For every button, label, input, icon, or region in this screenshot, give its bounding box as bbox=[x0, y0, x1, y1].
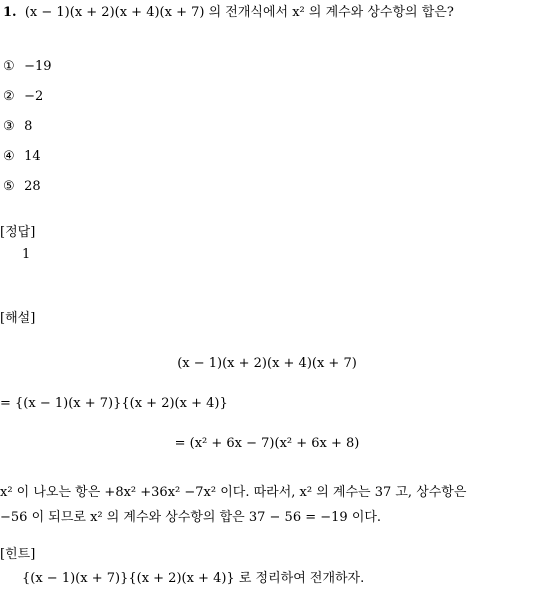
choice-5 bbox=[3, 179, 41, 195]
choice-4-mark: ④ bbox=[3, 149, 15, 164]
explanation-paragraph-2: −56 이 되므로 x² 의 계수와 상수항의 합은 37 − 56 = −19 이다. bbox=[0, 510, 382, 525]
choice-2-mark: ② bbox=[3, 89, 15, 104]
question-line bbox=[3, 5, 454, 21]
choice-1-text: −19 bbox=[24, 59, 52, 74]
choice-2 bbox=[3, 89, 43, 105]
equation-3: = (x² + 6x − 7)(x² + 6x + 8) bbox=[174, 436, 360, 451]
choice-5-text: 28 bbox=[24, 179, 41, 194]
hint-heading: [힌트] bbox=[0, 547, 36, 562]
explanation-paragraph-1: x² 이 나오는 항은 +8x² +36x² −7x² 이다. 따라서, x² 의 계수는 37 고, 상수항은 bbox=[0, 485, 467, 500]
equation-1: (x − 1)(x + 2)(x + 4)(x + 7) bbox=[177, 356, 357, 371]
choice-4-text: 14 bbox=[24, 149, 41, 164]
choice-3-mark: ③ bbox=[3, 119, 15, 134]
choice-5-mark: ⑤ bbox=[3, 179, 15, 194]
choice-3 bbox=[3, 119, 32, 135]
hint-text: {(x − 1)(x + 7)}{(x + 2)(x + 4)} 로 정리하여 전개하자. bbox=[22, 571, 365, 586]
choice-1-mark: ① bbox=[3, 59, 15, 74]
choice-2-text: −2 bbox=[24, 89, 44, 104]
choice-4 bbox=[3, 149, 41, 165]
explanation-heading: [해설] bbox=[0, 311, 36, 326]
question-text: (x − 1)(x + 2)(x + 4)(x + 7) 의 전개식에서 x² 의 계수와 상수항의 합은? bbox=[24, 5, 454, 20]
question-number: 1. bbox=[3, 5, 17, 20]
choice-3-text: 8 bbox=[24, 119, 33, 134]
choice-1 bbox=[3, 59, 52, 75]
answer-heading: [정답] bbox=[0, 225, 36, 240]
equation-2: = {(x − 1)(x + 7)}{(x + 2)(x + 4)} bbox=[0, 396, 228, 411]
answer-value: 1 bbox=[22, 247, 31, 262]
